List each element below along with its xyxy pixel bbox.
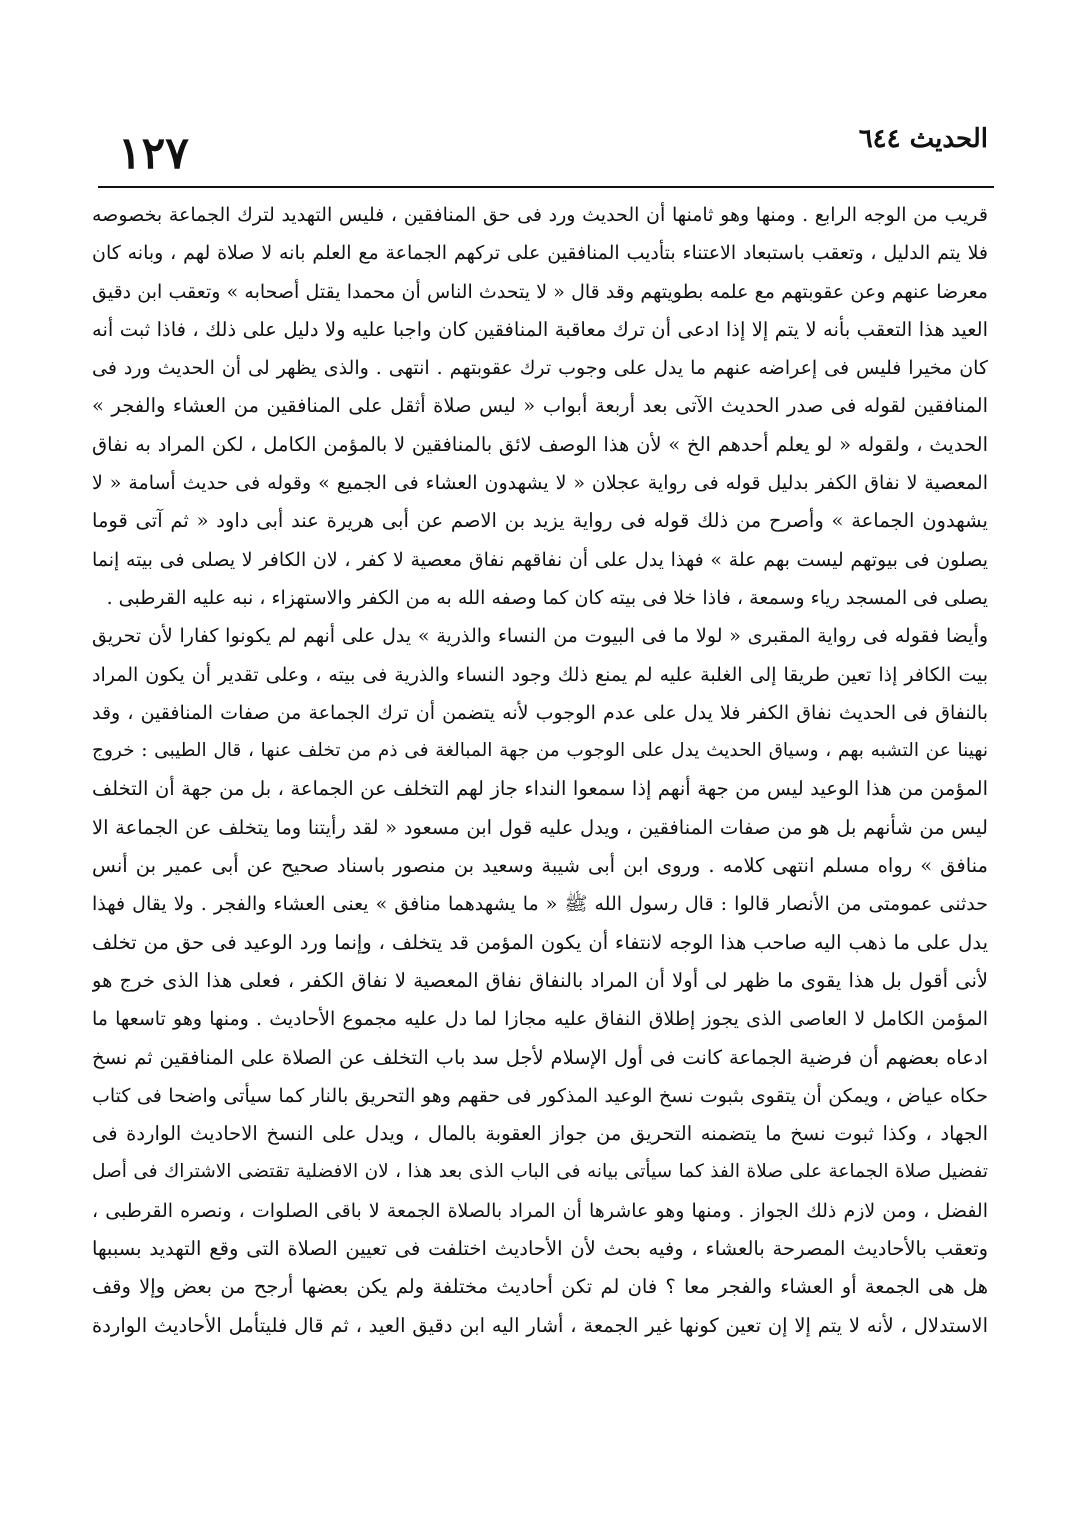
text-line: الفضل ، ومن لازم ذلك الجواز . ومنها وهو عاشرها أن المراد بالصلاة الجمعة لا باقى الصلوات ، ونصره القرطبى ، xyxy=(92,1199,988,1222)
text-line: الحديث ، ولقوله « لو يعلم أحدهم الخ » لأن هذا الوصف لائق بالمنافقين لا بالمؤمن الكامل ، لكن المراد به نفاق xyxy=(92,432,988,456)
header-divider xyxy=(98,186,994,188)
body-text xyxy=(92,196,988,1345)
running-title: الحديث ٦٤٤ xyxy=(858,124,988,154)
text-line: بيت الكافر إذا تعين طريقا إلى الغلبة عليه لم يمنع ذلك وجود النساء والذرية فى بيته ، وعلى تقدير أن يكون المراد xyxy=(92,663,988,686)
text-line: ليس من شأنهم بل هو من صفات المنافقين ، ويدل عليه قول ابن مسعود « لقد رأيتنا وما يتخلف عن الجماعة الا xyxy=(92,815,988,839)
text-line: هل هى الجمعة أو العشاء والفجر معا ؟ فان لم تكن أحاديث مختلفة ولم يكن بعضها أرجح من بعض وإلا وقف xyxy=(92,1275,988,1299)
text-line: وأيضا فقوله فى رواية المقبرى « لولا ما فى البيوت من النساء والذرية » يدل على أنهم لم يكونوا كفارا لأن تحريق xyxy=(92,625,988,648)
text-line: العيد هذا التعقب بأنه لا يتم إلا إذا ادعى أن ترك معاقبة المنافقين كان واجبا عليه ولا دليل على ذلك ، فاذا ثبت أنه xyxy=(92,317,988,341)
text-line: يشهدون الجماعة » وأصرح من ذلك قوله فى رواية يزيد بن الاصم عن أبى هريرة عند أبى داود « ثم آتى قوما xyxy=(92,509,988,533)
text-line: معرضا عنهم وعن عقوبتهم مع علمه بطويتهم وقد قال « لا يتحدث الناس أن محمدا يقتل أصحابه » وتعقب ابن دقيق xyxy=(92,280,988,303)
text-line: كان مخيرا فليس فى إعراضه عنهم ما يدل على وجوب ترك عقوبتهم . انتهى . والذى يظهر لى أن الحديث ورد فى xyxy=(92,357,988,380)
text-line: فلا يتم الدليل ، وتعقب باستبعاد الاعتناء بتأديب المنافقين على تركهم الجماعة مع العلم بانه لا صلاة لهم ، وبانه كان xyxy=(92,242,988,265)
text-line: يصلى فى المسجد رياء وسمعة ، فاذا خلا فى بيته كان كما وصفه الله به من الكفر والاستهزاء ، نبه عليه القرطبى . xyxy=(106,586,988,609)
text-line: نهينا عن التشبه بهم ، وسياق الحديث يدل على الوجوب من جهة المبالغة فى ذم من تخلف عنها ، قال الطيبى : خروج xyxy=(92,740,988,762)
page-number: ١٢٧ xyxy=(118,128,189,179)
page-header xyxy=(118,112,988,182)
text-line: قريب من الوجه الرابع . ومنها وهو ثامنها أن الحديث ورد فى حق المنافقين ، فليس التهديد لترك الجماعة بخصوصه xyxy=(92,204,988,226)
text-line: يدل على ما ذهب اليه صاحب هذا الوجه لانتفاء أن يكون المؤمن قد يتخلف ، وإنما ورد الوعيد فى حق من تخلف xyxy=(92,930,988,954)
text-line: المعصية لا نفاق الكفر بدليل قوله فى رواية عجلان « لا يشهدون العشاء فى الجميع » وقوله فى حديث أسامة « لا xyxy=(92,472,988,495)
text-line: المنافقين لقوله فى صدر الحديث الآتى بعد أربعة أبواب « ليس صلاة أثقل على المنافقين من العشاء والفجر » xyxy=(92,394,988,418)
text-line: منافق » رواه مسلم انتهى كلامه . وروى ابن أبى شيبة وسعيد بن منصور باسناد صحيح عن أبى عمير بن أنس xyxy=(92,854,988,878)
text-line: حكاه عياض ، ويمكن أن يتقوى بثبوت نسخ الوعيد المذكور فى حقهم وهو التحريق بالنار كما سيأتى واضحا فى كتاب xyxy=(92,1084,988,1107)
text-line: بالنفاق فى الحديث نفاق الكفر فلا يدل على عدم الوجوب لأنه يتضمن أن ترك الجماعة من صفات المنافقين ، وقد xyxy=(92,701,988,724)
text-line: وتعقب بالأحاديث المصرحة بالعشاء ، وفيه بحث لأن الأحاديث اختلفت فى تعيين الصلاة التى وقع التهديد بسببها xyxy=(92,1237,988,1261)
text-line: حدثنى عمومتى من الأنصار قالوا : قال رسول الله ﷺ « ما يشهدهما منافق » يعنى العشاء والفجر . ولا يقال فهذا xyxy=(92,893,988,916)
text-line: تفضيل صلاة الجماعة على صلاة الفذ كما سيأتى بيانه فى الباب الذى بعد هذا ، لان الافضلية تقتضى الاشتراك فى أصل xyxy=(92,1161,988,1183)
text-line: المؤمن الكامل لا العاصى الذى يجوز إطلاق النفاق عليه مجازا لما دل عليه مجموع الأحاديث . ومنها وهو تاسعها ما xyxy=(92,1008,988,1031)
text-line: لأنى أقول بل هذا يقوى ما ظهر لى أولا أن المراد بالنفاق نفاق المعصية لا نفاق الكفر ، فعلى هذا الذى خرج هو xyxy=(92,968,988,992)
text-line: الجهاد ، وكذا ثبوت نسخ ما يتضمنه التحريق من جواز العقوبة بالمال ، ويدل على النسخ الاحاديث الواردة فى xyxy=(92,1122,988,1146)
text-line: المؤمن من هذا الوعيد ليس من جهة أنهم إذا سمعوا النداء جاز لهم التخلف عن الجماعة ، بل من جهة أن التخلف xyxy=(92,777,988,801)
text-line: الاستدلال ، لأنه لا يتم إلا إن تعين كونها غير الجمعة ، أشار اليه ابن دقيق العيد ، ثم قال فليتأمل الأحاديث الواردة xyxy=(92,1313,988,1337)
text-line: يصلون فى بيوتهم ليست بهم علة » فهذا يدل على أن نفاقهم نفاق معصية لا كفر ، لان الكافر لا يصلى فى بيته إنما xyxy=(92,548,988,571)
text-line: ادعاه بعضهم أن فرضية الجماعة كانت فى أول الإسلام لأجل سد باب التخلف عن الصلاة على المنافقين ثم نسخ xyxy=(92,1045,988,1069)
